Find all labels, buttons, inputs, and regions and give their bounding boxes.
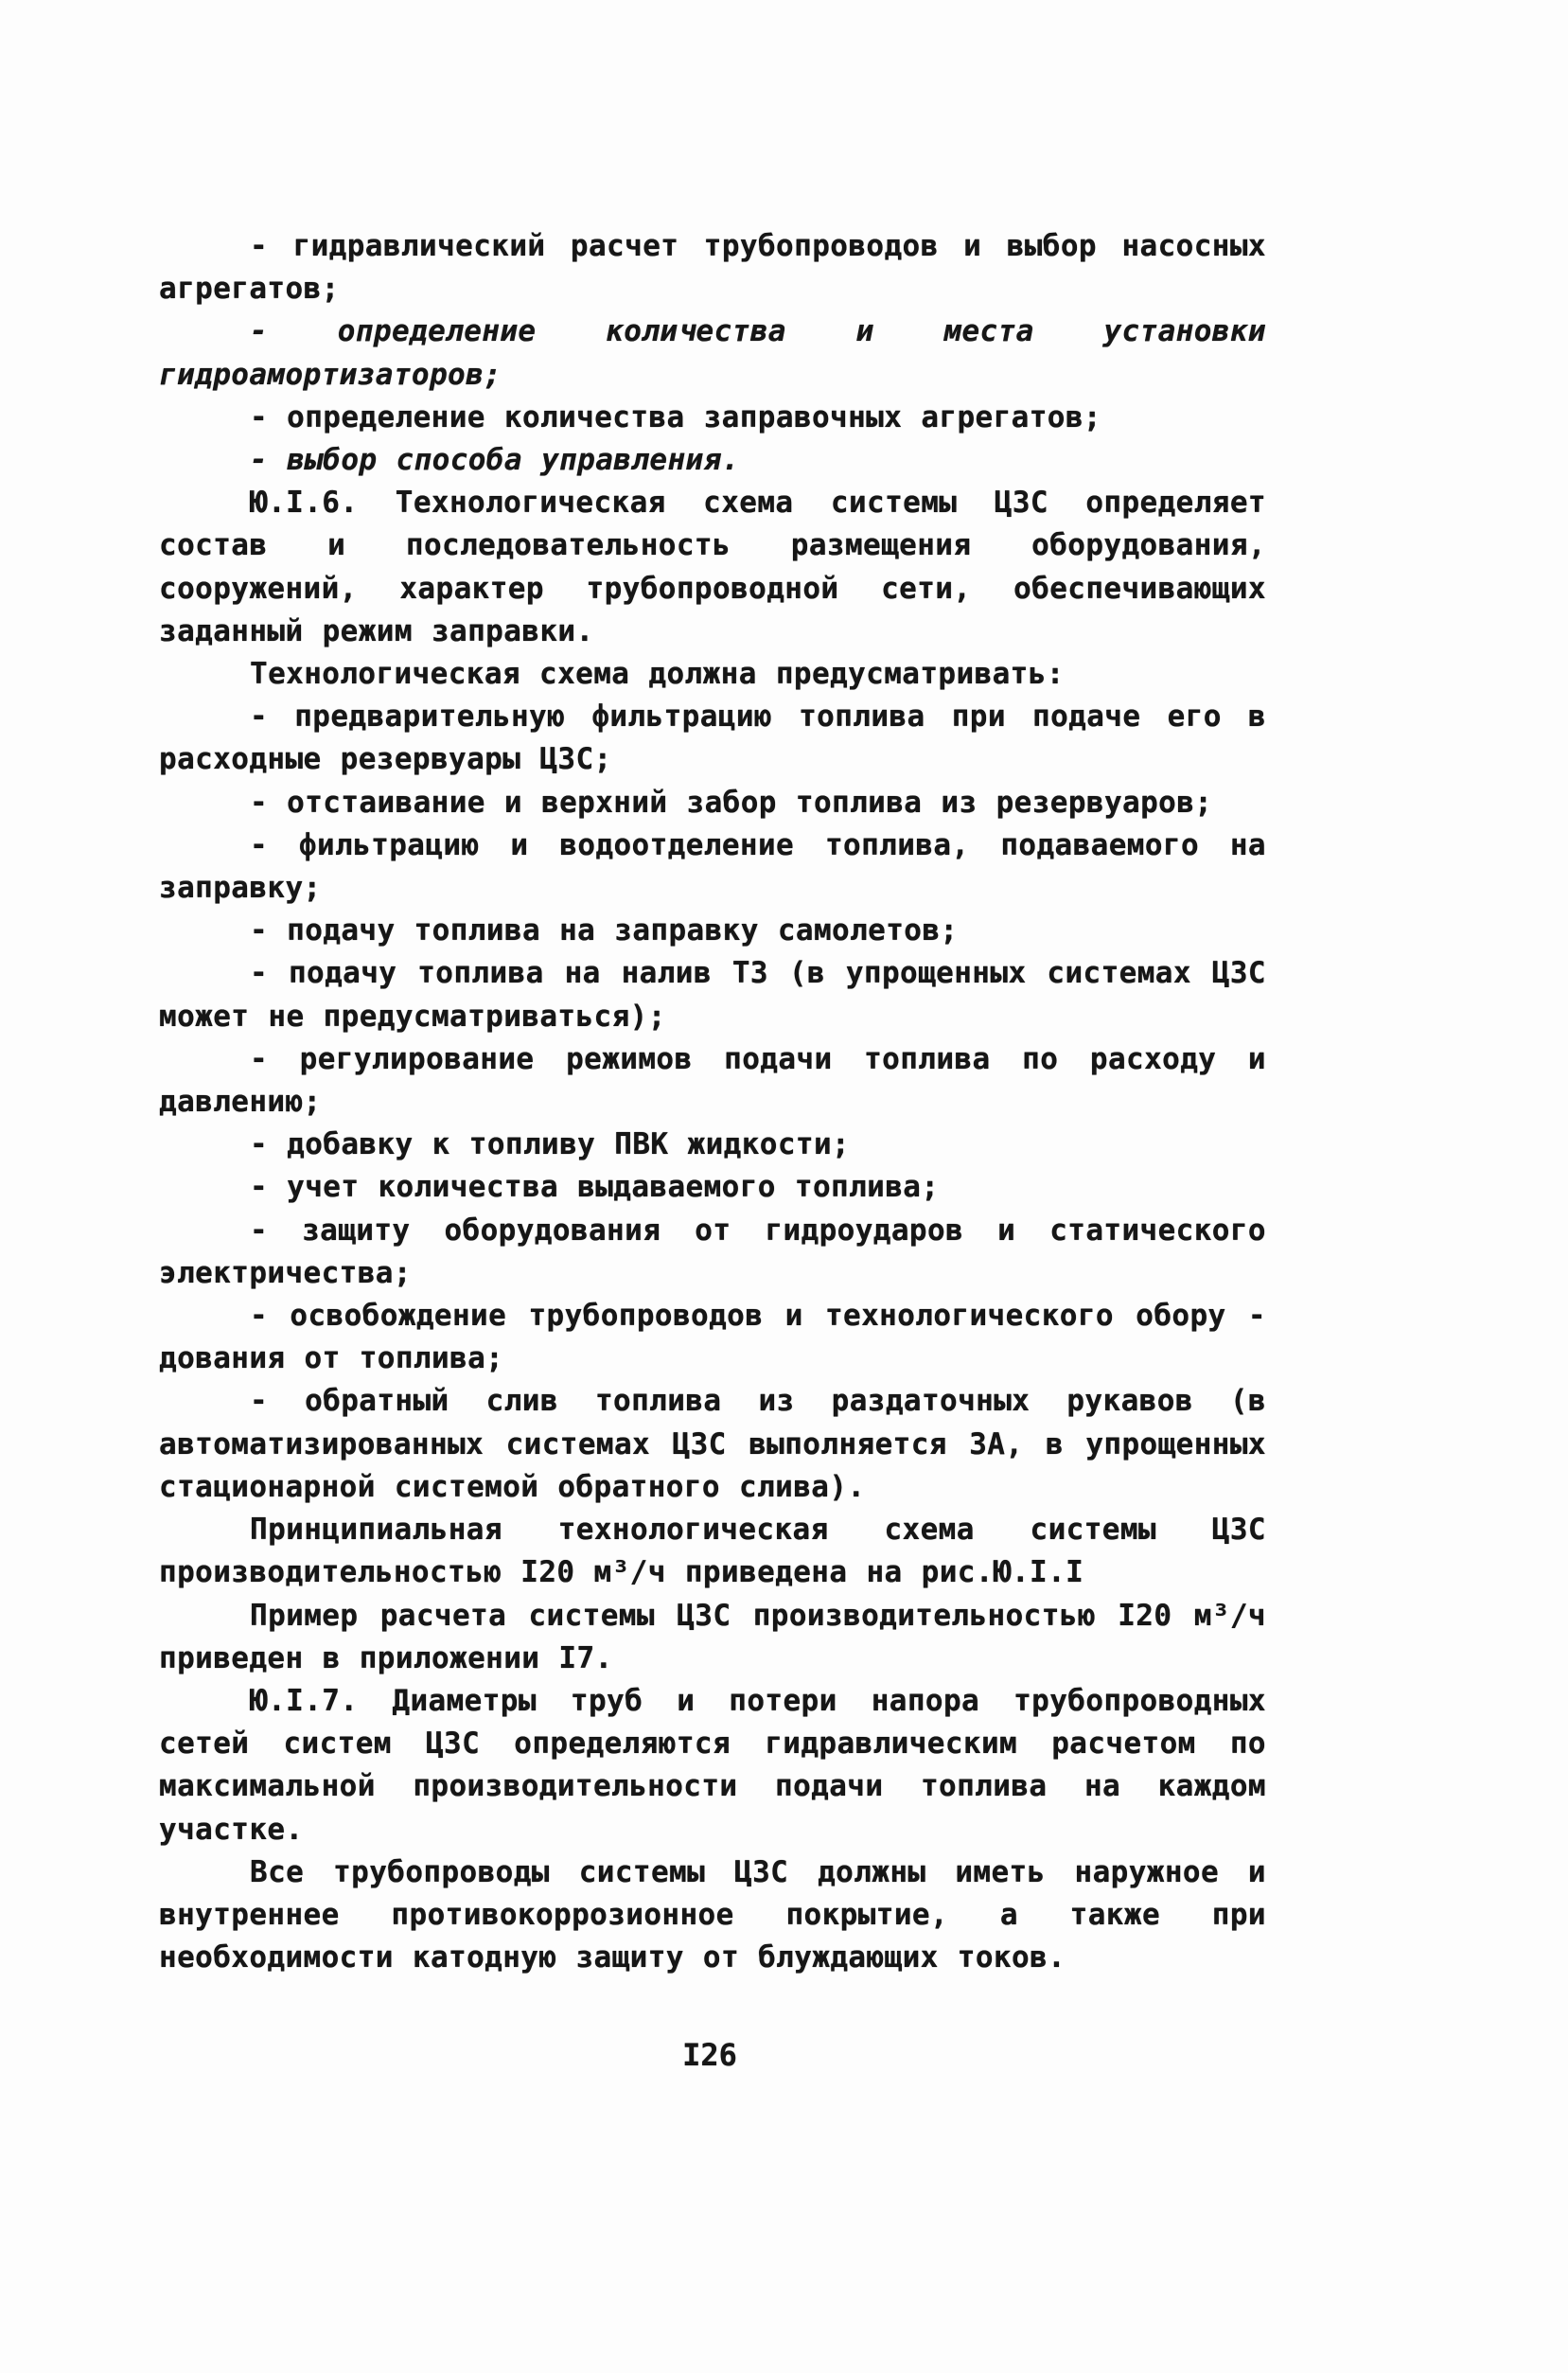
paragraph-text: - освобождение трубопроводов и технологического обору - дования от топлива; — [159, 1299, 1266, 1376]
paragraph-13 — [159, 1124, 1266, 1166]
paragraph-text: - определение количества и места установки гидроамортизаторов; — [159, 314, 1266, 392]
paragraph-text: - предварительную фильтрацию топлива при подаче его в расходные резервуары ЦЗС; — [159, 700, 1266, 777]
paragraph-text: - выбор способа управления. — [250, 443, 740, 478]
paragraph-text: - фильтрацию и водоотделение топлива, подаваемого на заправку; — [159, 827, 1266, 906]
paragraph-text: - регулирование режимов подачи топлива по расходу и давлению; — [159, 1041, 1266, 1120]
paragraph-14 — [159, 1166, 1266, 1209]
paragraph-3 — [159, 397, 1266, 439]
paragraph-4 — [159, 439, 1266, 482]
paragraph-text: Все трубопроводы системы ЦЗС должны иметь наружное и внутреннее противокоррозионное покрытие, а также при необходимости катодную защиту от блуждающих токов. — [159, 1854, 1266, 1975]
paragraph-text: - защиту оборудования от гидроударов и статического электричества; — [159, 1213, 1266, 1290]
paragraph-18 — [159, 1509, 1266, 1594]
paragraph-15 — [159, 1210, 1266, 1295]
paragraph-text: - определение количества заправочных агрегатов; — [250, 399, 1101, 434]
paragraph-text: Принципиальная технологическая схема системы ЦЗС производительностью I20 м³/ч приведена на рис.Ю.I.I — [159, 1513, 1266, 1590]
paragraph-text: - подачу топлива на налив ТЗ (в упрощенных системах ЦЗС может не предусматриваться); — [159, 956, 1266, 1034]
paragraph-8 — [159, 782, 1266, 824]
paragraph-19 — [159, 1595, 1266, 1680]
paragraph-text: - отстаивание и верхний забор топлива из резервуаров; — [250, 785, 1213, 820]
paragraph-5 — [159, 482, 1266, 653]
paragraph-11 — [159, 952, 1266, 1037]
paragraph-text: - учет количества выдаваемого топлива; — [250, 1170, 940, 1205]
paragraph-text: - добавку к топливу ПВК жидкости; — [250, 1127, 851, 1162]
paragraph-text: - подачу топлива на заправку самолетов; — [250, 913, 959, 948]
paragraph-17 — [159, 1380, 1266, 1509]
paragraph-16 — [159, 1295, 1266, 1380]
paragraph-12 — [159, 1038, 1266, 1124]
paragraph-10 — [159, 910, 1266, 952]
paragraph-text: - гидравлический расчет трубопроводов и выбор насосных агрегатов; — [159, 229, 1266, 307]
paragraph-text: Ю.I.6. Технологическая схема системы ЦЗС определяет состав и последовательность размещения оборудования, сооружений, характер трубопроводной сети, обеспечивающих заданный режим заправки. — [159, 486, 1266, 648]
paragraph-6 — [159, 653, 1266, 696]
paragraph-text: Ю.I.7. Диаметры труб и потери напора трубопроводных сетей систем ЦЗС определяются гидравлическим расчетом по максимальной производительности подачи топлива на каждом участке. — [159, 1683, 1266, 1847]
body-text — [159, 225, 1266, 1979]
paragraph-21 — [159, 1851, 1266, 1980]
paragraph-2 — [159, 310, 1266, 396]
paragraph-text: Пример расчета системы ЦЗС производительностью I20 м³/ч приведен в приложении I7. — [159, 1598, 1266, 1675]
page-number: I26 — [682, 2037, 737, 2073]
paragraph-7 — [159, 696, 1266, 781]
paragraph-text: - обратный слив топлива из раздаточных рукавов (в автоматизированных системах ЦЗС выполняется ЗА, в упрощенных стационарной системой обратного слива). — [159, 1384, 1266, 1504]
paragraph-1 — [159, 225, 1266, 310]
paragraph-9 — [159, 824, 1266, 910]
paragraph-20 — [159, 1680, 1266, 1851]
paragraph-text: Технологическая схема должна предусматривать: — [250, 657, 1065, 692]
